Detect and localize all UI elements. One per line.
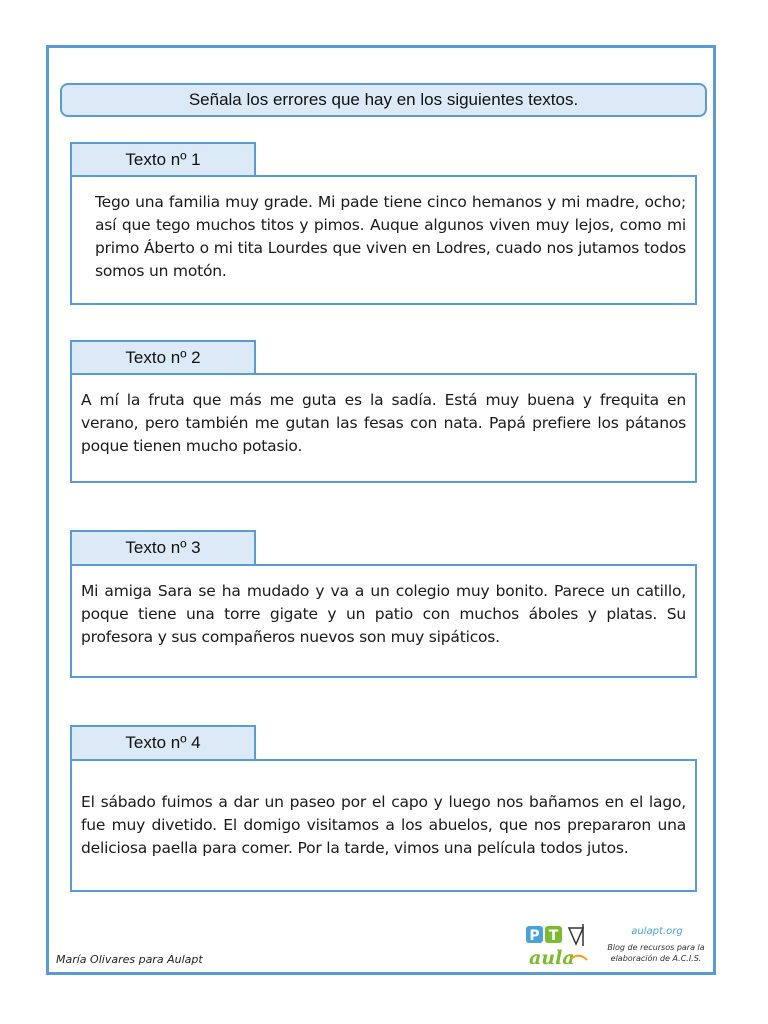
blog-description	[600, 942, 712, 964]
text-3-tab	[70, 530, 256, 564]
instruction-text: Señala los errores que hay en los siguientes textos.	[188, 90, 579, 109]
text-2-tab	[70, 340, 256, 374]
text-2-label: Texto nº 2	[125, 348, 201, 367]
author-credit: María Olivares para Aulapt	[56, 953, 203, 966]
aulapt-logo-icon	[525, 922, 597, 968]
text-1-label: Texto nº 1	[125, 150, 201, 169]
text-3-body: Mi amiga Sara se ha mudado y va a un colegio muy bonito. Parece un catillo, poque tiene una torre gigate y un patio con muchos áboles y platas. Su profesora y sus compañeros nuevos son muy sipáticos.	[81, 582, 686, 646]
text-4-body: El sábado fuimos a dar un paseo por el capo y luego nos bañamos en el lago, fue muy divetido. El domigo visitamos a los abuelos, que nos prepararon una deliciosa paella para comer. Por la tarde, vimos una película todos jutos.	[81, 793, 686, 857]
text-2-body: A mí la fruta que más me guta es la sadía. Está muy buena y frequita en verano, pero también me gutan las fesas con nata. Papá prefiere los pátanos poque tienen mucho potasio.	[81, 391, 686, 455]
text-2-box	[70, 373, 697, 483]
text-1-box	[70, 175, 697, 305]
text-4-box	[70, 759, 697, 892]
text-4-label: Texto nº 4	[125, 733, 201, 752]
text-3-label: Texto nº 3	[125, 538, 201, 557]
text-3-box	[70, 564, 697, 678]
text-1-body: Tego una familia muy grade. Mi pade tiene cinco hemanos y mi madre, ocho; así que tego muchos titos y pimos. Auque algunos viven muy lejos, como mi primo Áberto o mi tita Lourdes que viven en Lodres, cuado nos jutamos todos somos un motón.	[95, 193, 686, 280]
svg-text:P: P	[529, 928, 540, 944]
blog-desc-line-1: Blog de recursos para la	[607, 943, 705, 952]
text-4-tab	[70, 725, 256, 759]
svg-text:aula: aula	[529, 947, 575, 968]
blog-desc-line-2: elaboración de A.C.I.S.	[610, 954, 702, 963]
blog-url: aulapt.org	[631, 926, 683, 937]
text-1-tab	[70, 142, 256, 176]
svg-text:T: T	[548, 928, 559, 944]
instruction-banner	[60, 83, 707, 117]
